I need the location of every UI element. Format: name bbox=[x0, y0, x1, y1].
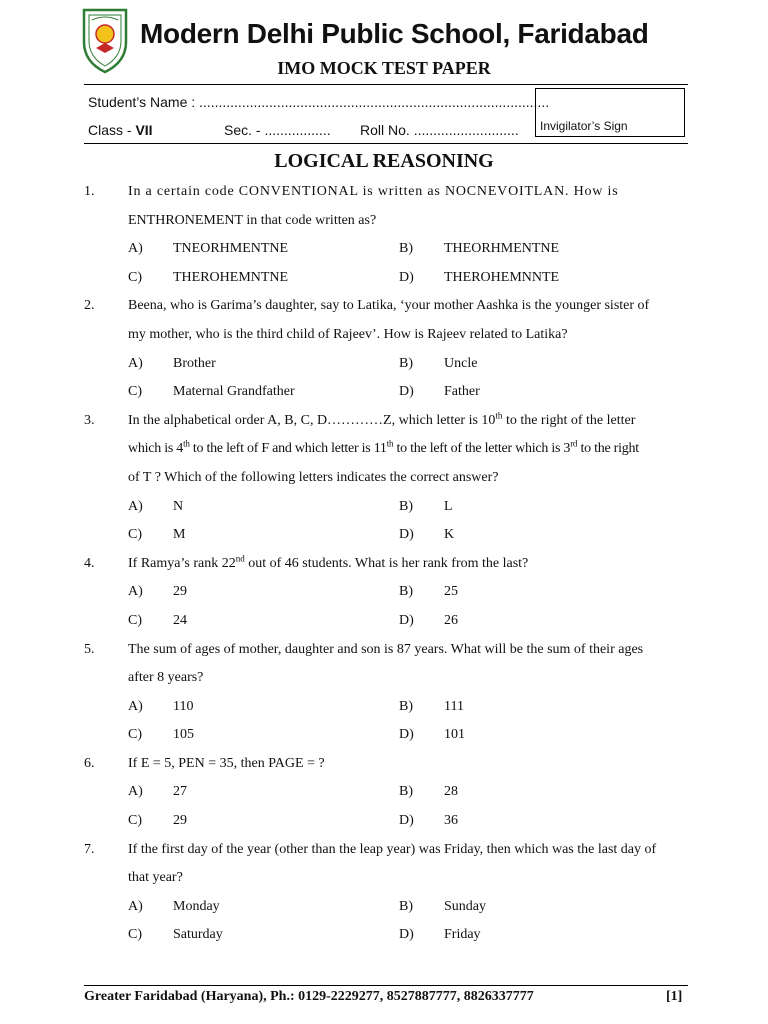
option-letter: B) bbox=[399, 355, 413, 371]
question-text: Beena, who is Garima’s daughter, say to Latika, ‘your mother Aashka is the younger sister of my mother, who is the third child of Rajeev’. How is Rajeev related to Latika? bbox=[128, 298, 650, 342]
option-text: M bbox=[173, 527, 186, 543]
option-letter: C) bbox=[128, 527, 142, 543]
question-number: 5. bbox=[84, 641, 95, 657]
option-text: Sunday bbox=[444, 898, 486, 914]
option-letter: C) bbox=[128, 727, 142, 743]
option-text: 26 bbox=[444, 612, 458, 628]
option-letter: D) bbox=[399, 727, 414, 743]
option-text: 110 bbox=[173, 698, 194, 714]
option-text: TNEORHMENTNE bbox=[173, 241, 289, 257]
option-grid bbox=[128, 693, 688, 750]
question-text: If E = 5, PEN = 35, then PAGE = ? bbox=[128, 755, 325, 771]
student-name-field bbox=[88, 94, 549, 110]
option-letter: A) bbox=[128, 784, 143, 800]
page-number: [1] bbox=[666, 989, 683, 1004]
header-rule-top bbox=[84, 84, 688, 85]
option-grid bbox=[128, 578, 688, 635]
class-label: Class - bbox=[88, 122, 136, 138]
question-number: 1. bbox=[84, 184, 95, 199]
option-text: Friday bbox=[444, 927, 481, 943]
school-name: Modern Delhi Public School, Faridabad bbox=[140, 18, 649, 49]
question-number: 3. bbox=[84, 412, 95, 428]
option-text: Uncle bbox=[444, 355, 478, 371]
option-letter: C) bbox=[128, 612, 142, 628]
option-letter: D) bbox=[399, 527, 414, 543]
question-text: In the alphabetical order A, B, C, D…………Z, which letter is 10th to the right of the letter which is 4th to the left of F and which letter is 11th to the left of the letter which is 3rd to the right of T ? Which of the following letters indicates the correct answer? bbox=[128, 410, 639, 485]
option-letter: D) bbox=[399, 813, 414, 829]
option-text: 36 bbox=[444, 813, 458, 829]
option-letter: A) bbox=[128, 241, 143, 257]
option-letter: D) bbox=[399, 612, 414, 628]
option-grid bbox=[128, 235, 688, 292]
option-text: THEROHEMNTNE bbox=[173, 269, 289, 285]
option-grid bbox=[128, 350, 688, 407]
question-3 bbox=[84, 407, 688, 550]
option-letter: B) bbox=[399, 584, 413, 600]
option-letter: A) bbox=[128, 355, 143, 371]
student-name-blank: .......................................................................................... bbox=[199, 94, 550, 110]
option-letter: B) bbox=[399, 698, 413, 714]
option-text: THEROHEMNNTE bbox=[444, 269, 560, 285]
option-text: L bbox=[444, 498, 453, 514]
option-letter: C) bbox=[128, 927, 142, 943]
footer-address: Greater Faridabad (Haryana), Ph.: 0129-2229277, 8527887777, 8826337777 bbox=[84, 989, 534, 1004]
invigilator-sign-label: Invigilator’s Sign bbox=[540, 119, 628, 133]
roll-label: Roll No. bbox=[360, 122, 414, 138]
option-text: Brother bbox=[173, 355, 216, 371]
option-text: Father bbox=[444, 384, 480, 400]
option-text: 101 bbox=[444, 727, 465, 743]
option-letter: C) bbox=[128, 269, 142, 285]
option-letter: C) bbox=[128, 384, 142, 400]
option-grid bbox=[128, 778, 688, 835]
option-grid bbox=[128, 493, 688, 550]
option-letter: A) bbox=[128, 698, 143, 714]
option-text: 111 bbox=[444, 698, 464, 714]
question-5 bbox=[84, 636, 688, 750]
invigilator-sign-box bbox=[535, 88, 685, 137]
option-letter: B) bbox=[399, 241, 413, 257]
option-letter: A) bbox=[128, 584, 143, 600]
section-blank: ................. bbox=[264, 122, 331, 138]
option-text: Saturday bbox=[173, 927, 223, 943]
option-letter: A) bbox=[128, 498, 143, 514]
option-letter: B) bbox=[399, 498, 413, 514]
header-rule-bottom bbox=[84, 143, 688, 144]
option-text: N bbox=[173, 498, 184, 514]
question-2 bbox=[84, 292, 688, 406]
option-letter: B) bbox=[399, 784, 413, 800]
option-text: 29 bbox=[173, 813, 187, 829]
question-list bbox=[84, 178, 688, 950]
option-letter: A) bbox=[128, 898, 143, 914]
roll-number-field bbox=[360, 122, 519, 138]
student-name-label: Student’s Name : bbox=[88, 94, 196, 110]
option-text: 29 bbox=[173, 584, 187, 600]
option-text: Monday bbox=[173, 898, 220, 914]
question-1 bbox=[84, 178, 688, 292]
section-field bbox=[224, 122, 331, 138]
question-number: 7. bbox=[84, 841, 95, 857]
option-text: Maternal Grandfather bbox=[173, 384, 295, 400]
question-number: 2. bbox=[84, 298, 95, 314]
option-text: K bbox=[444, 527, 455, 543]
option-text: 25 bbox=[444, 584, 458, 600]
option-text: 28 bbox=[444, 784, 458, 800]
option-text: 24 bbox=[173, 612, 187, 628]
question-number: 6. bbox=[84, 755, 95, 771]
question-7 bbox=[84, 836, 688, 950]
option-text: 105 bbox=[173, 727, 194, 743]
section-label: Sec. - bbox=[224, 122, 265, 138]
exam-title: IMO MOCK TEST PAPER bbox=[277, 58, 491, 78]
option-letter: B) bbox=[399, 898, 413, 914]
question-4 bbox=[84, 550, 688, 636]
question-text: In a certain code CONVENTIONAL is written as NOCNEVOITLAN. How is ENTHRONEMENT in that code written as? bbox=[128, 184, 619, 228]
question-text: The sum of ages of mother, daughter and son is 87 years. What will be the sum of their ages after 8 years? bbox=[128, 641, 644, 686]
question-text: If the first day of the year (other than the leap year) was Friday, then which was the last day of that year? bbox=[128, 841, 657, 886]
question-6 bbox=[84, 750, 688, 836]
option-text: 27 bbox=[173, 784, 187, 800]
class-field bbox=[88, 122, 153, 138]
roll-blank: ........................... bbox=[413, 122, 519, 138]
option-letter: D) bbox=[399, 384, 414, 400]
option-letter: D) bbox=[399, 927, 414, 943]
section-title: LOGICAL REASONING bbox=[274, 150, 494, 172]
option-letter: C) bbox=[128, 813, 142, 829]
class-value: VII bbox=[135, 122, 153, 138]
option-text: THEORHMENTNE bbox=[444, 241, 560, 257]
footer-rule bbox=[84, 985, 688, 986]
option-grid bbox=[128, 893, 688, 950]
question-number: 4. bbox=[84, 555, 95, 571]
option-letter: D) bbox=[399, 269, 414, 285]
question-text: If Ramya’s rank 22nd out of 46 students. What is her rank from the last? bbox=[128, 553, 529, 571]
